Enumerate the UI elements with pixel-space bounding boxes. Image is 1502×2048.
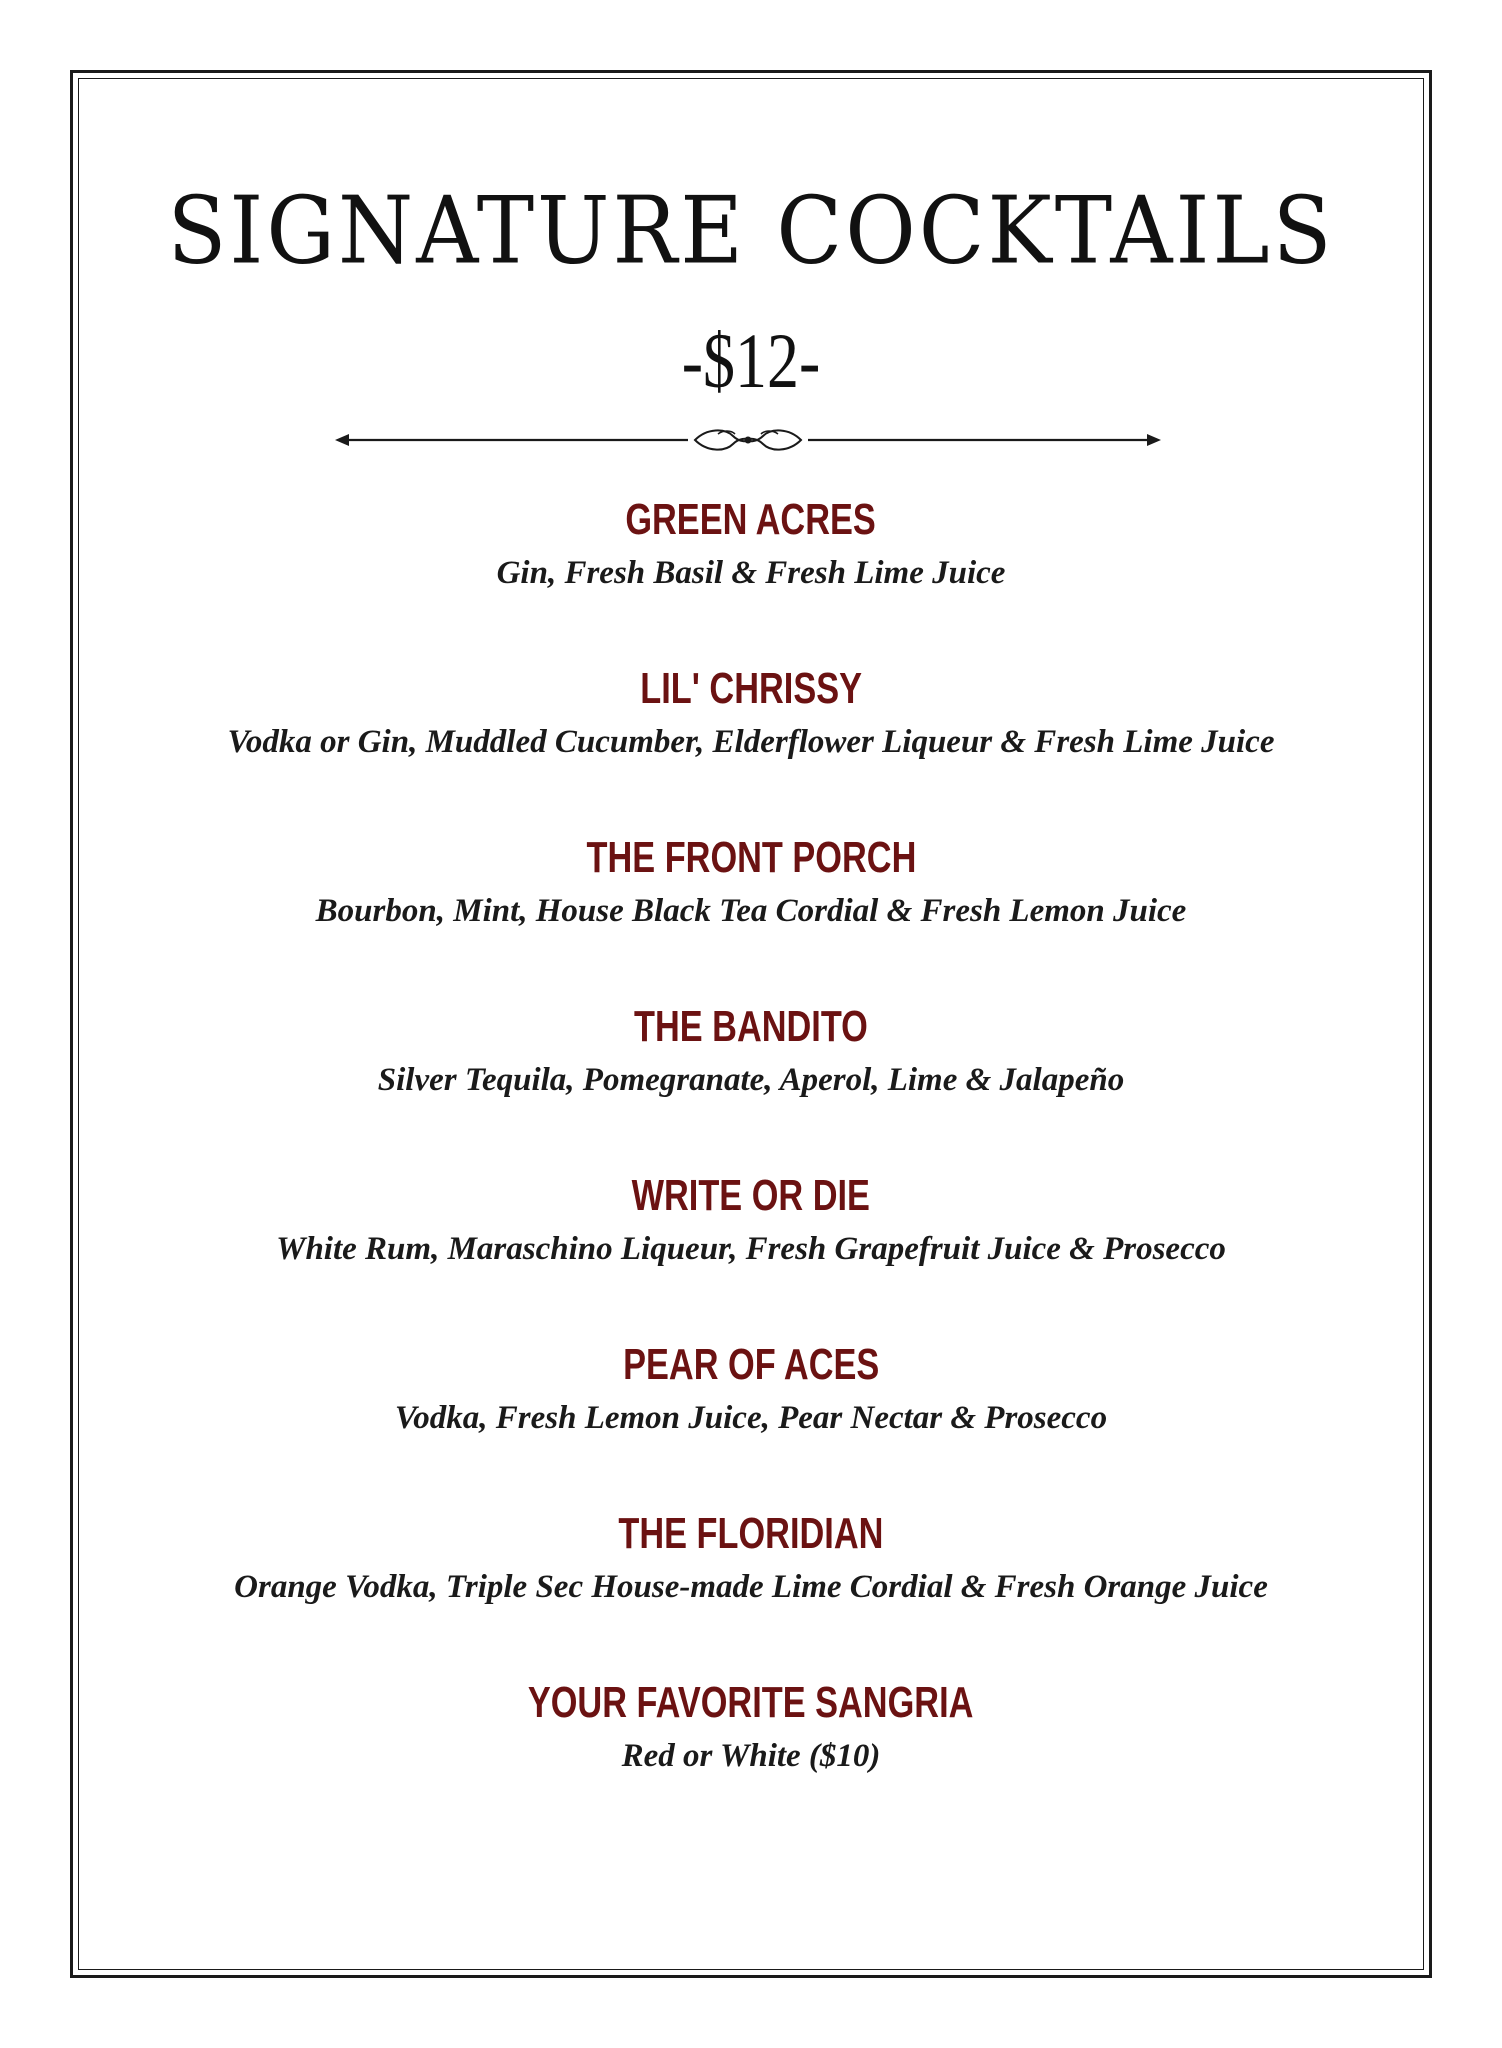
cocktail-name: WRITE OR DIE xyxy=(631,1171,871,1220)
menu-price: -$12- xyxy=(681,317,821,404)
cocktail-list xyxy=(0,495,1502,1847)
cocktail-description: Orange Vodka, Triple Sec House-made Lime Cordial & Fresh Orange Juice xyxy=(234,1569,1268,1605)
list-item xyxy=(0,495,1502,664)
list-item xyxy=(0,1678,1502,1847)
cocktail-name: YOUR FAVORITE SANGRIA xyxy=(528,1678,974,1727)
ornamental-arrow-divider-icon xyxy=(335,420,1161,460)
cocktail-name: LIL' CHRISSY xyxy=(640,664,862,713)
list-item xyxy=(0,1002,1502,1171)
cocktail-description: Gin, Fresh Basil & Fresh Lime Juice xyxy=(496,555,1006,591)
cocktail-description: Bourbon, Mint, House Black Tea Cordial & Fresh Lemon Juice xyxy=(315,893,1187,929)
list-item xyxy=(0,1509,1502,1678)
cocktail-name: THE FLORIDIAN xyxy=(618,1509,884,1558)
cocktail-description: White Rum, Maraschino Liqueur, Fresh Grapefruit Juice & Prosecco xyxy=(276,1231,1226,1267)
menu-title: SIGNATURE COCKTAILS xyxy=(167,177,1335,285)
cocktail-name: GREEN ACRES xyxy=(625,495,877,544)
list-item xyxy=(0,833,1502,1002)
cocktail-name: PEAR OF ACES xyxy=(622,1340,880,1389)
cocktail-description: Red or White ($10) xyxy=(621,1738,881,1774)
cocktail-description: Vodka or Gin, Muddled Cucumber, Elderflower Liqueur & Fresh Lime Juice xyxy=(227,724,1275,760)
cocktail-description: Vodka, Fresh Lemon Juice, Pear Nectar & Prosecco xyxy=(394,1400,1108,1436)
cocktail-description: Silver Tequila, Pomegranate, Aperol, Lime & Jalapeño xyxy=(377,1062,1125,1098)
cocktail-name: THE BANDITO xyxy=(634,1002,868,1051)
list-item xyxy=(0,1171,1502,1340)
list-item xyxy=(0,664,1502,833)
cocktail-name: THE FRONT PORCH xyxy=(586,833,916,882)
list-item xyxy=(0,1340,1502,1509)
